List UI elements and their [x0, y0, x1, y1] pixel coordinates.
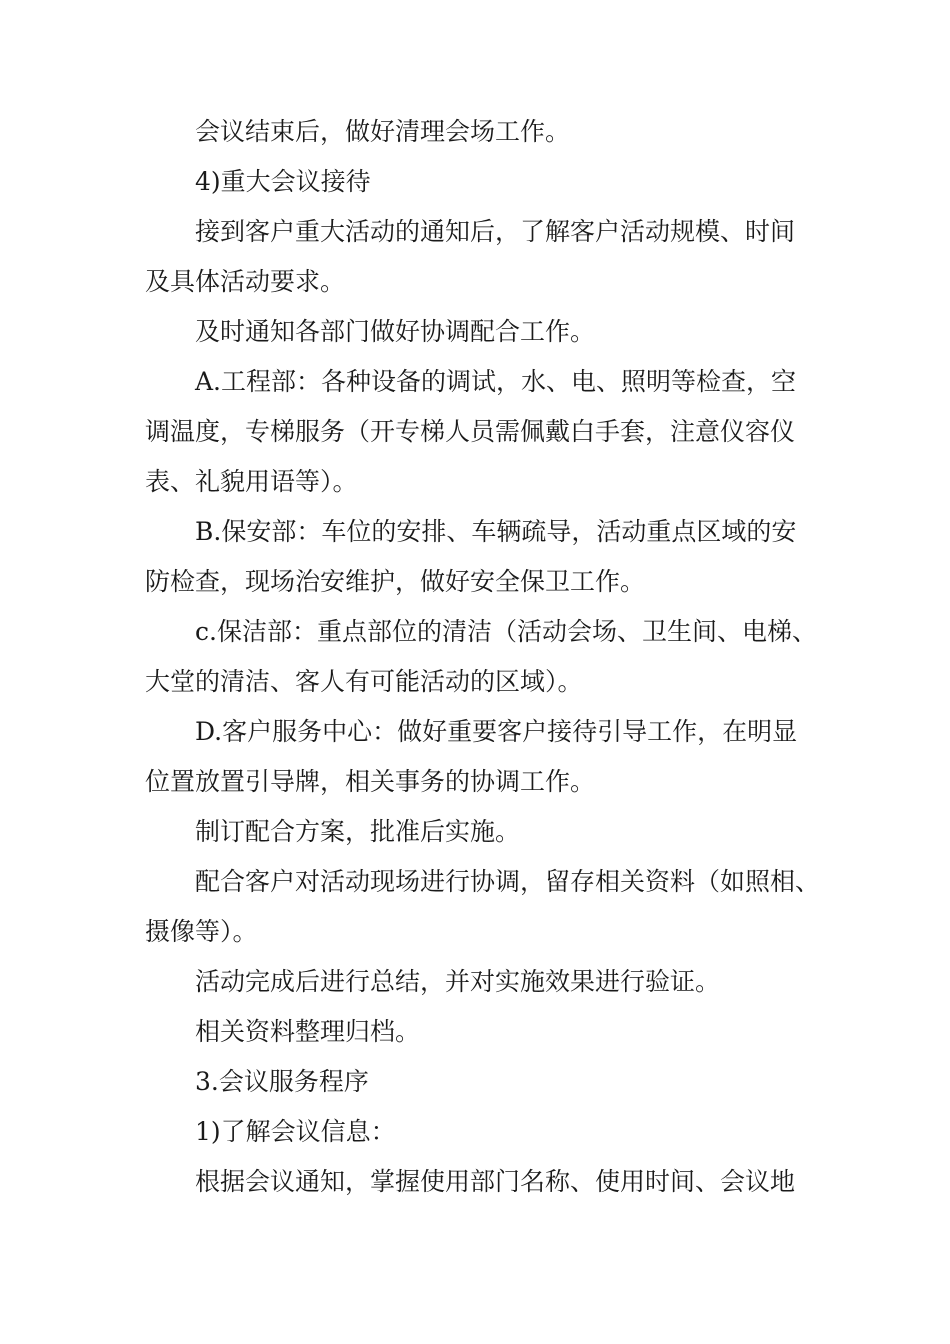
paragraph-line: 配合客户对活动现场进行协调，留存相关资料（如照相、 [195, 867, 821, 896]
paragraph-line: 及时通知各部门做好协调配合工作。 [195, 317, 596, 346]
paragraph-line: 相关资料整理归档。 [195, 1017, 421, 1046]
paragraph-line: B.保安部：车位的安排、车辆疏导，活动重点区域的安 [195, 517, 797, 546]
paragraph-line: 制订配合方案，批准后实施。 [195, 817, 521, 846]
paragraph-line: 摄像等）。 [145, 917, 258, 946]
paragraph-line: 表、礼貌用语等）。 [145, 467, 358, 496]
paragraph-line: 调温度，专梯服务（开专梯人员需佩戴白手套，注意仪容仪 [145, 417, 796, 446]
paragraph-line: A.工程部：各种设备的调试，水、电、照明等检查，空 [195, 367, 797, 396]
paragraph-line: c.保洁部：重点部位的清洁（活动会场、卫生间、电梯、 [195, 617, 817, 646]
paragraph-line: 防检查，现场治安维护，做好安全保卫工作。 [145, 567, 646, 596]
paragraph-line: 活动完成后进行总结，并对实施效果进行验证。 [195, 967, 721, 996]
paragraph-line: 根据会议通知，掌握使用部门名称、使用时间、会议地 [195, 1167, 796, 1196]
paragraph-line: D.客户服务中心：做好重要客户接待引导工作，在明显 [195, 717, 798, 746]
section-heading: 4)重大会议接待 [195, 167, 371, 196]
paragraph-line: 及具体活动要求。 [145, 267, 346, 296]
paragraph-line: 大堂的清洁、客人有可能活动的区域）。 [145, 667, 583, 696]
paragraph-line: 会议结束后，做好清理会场工作。 [195, 117, 571, 146]
paragraph-line: 接到客户重大活动的通知后，了解客户活动规模、时间 [195, 217, 796, 246]
paragraph-line: 位置放置引导牌，相关事务的协调工作。 [145, 767, 596, 796]
section-heading: 1)了解会议信息： [195, 1117, 396, 1146]
section-heading: 3.会议服务程序 [195, 1067, 369, 1096]
